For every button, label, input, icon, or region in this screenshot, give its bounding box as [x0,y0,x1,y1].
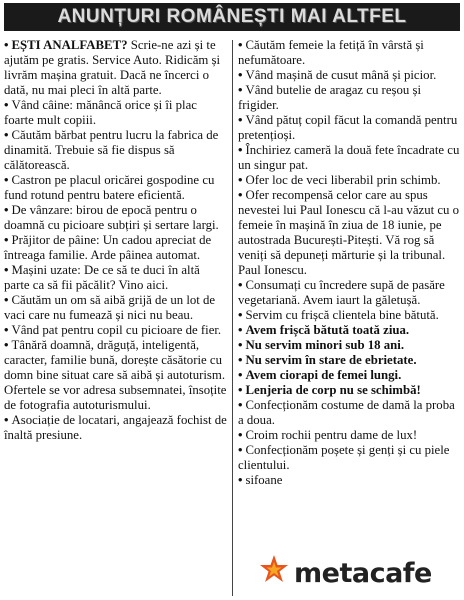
ad-text: Închiriez cameră la două fete încadrate cu un singur pat. [238,143,460,172]
ad-item [238,443,462,473]
bullet-icon: • [4,338,9,352]
bullet-icon: • [238,443,243,457]
bullet-icon: • [238,383,243,397]
bullet-icon: • [238,323,243,337]
bullet-icon: • [4,293,9,307]
ad-item [238,323,462,338]
bullet-icon: • [4,323,9,337]
metacafe-logo [256,554,464,598]
bullet-icon: • [238,188,243,202]
ad-text: Castron pe placul oricărei gospodine cu fund rotund pentru batere eficientă. [4,173,215,202]
ad-text: Vând pătuț copil făcut la comandă pentru pretențioși. [238,113,458,142]
ad-item [4,338,228,413]
ad-text: Confecționăm costume de damă la proba a doua. [238,398,455,427]
column-divider [232,40,233,596]
ad-text: Căutăm bărbat pentru lucru la fabrica de dinamită. Trebuie să fie dispus să călătorească. [4,128,219,172]
ad-item [4,98,228,128]
bullet-icon: • [238,83,243,97]
ad-text: Confecționăm poșete și genți și cu piele clientului. [238,443,450,472]
bullet-icon: • [4,38,9,52]
bullet-icon: • [238,428,243,442]
ad-text: Consumați cu încredere supă de pasăre vegetariană. Avem iaurt la găletușă. [238,278,445,307]
ad-text: Avem frișcă bătută toată ziua. [245,323,410,337]
ad-text: Mașini uzate: De ce să te duci în altă parte ca să fii păcălit? Vino aici. [4,263,200,292]
ad-item [238,68,462,83]
ad-text: Nu servim minori sub 18 ani. [245,338,405,352]
ad-item [238,353,462,368]
bullet-icon: • [4,98,9,112]
ad-item [238,188,462,278]
bullet-icon: • [4,128,9,142]
ad-text: Prăjitor de pâine: Un cadou apreciat de întreaga familie. Arde pâinea automat. [4,233,212,262]
ad-item [238,173,462,188]
ad-item [238,398,462,428]
bullet-icon: • [4,413,9,427]
ad-item [238,38,462,68]
ad-text: Vând mașină de cusut mână și picior. [245,68,437,82]
bullet-icon: • [238,113,243,127]
ad-text: sifoane [245,473,283,487]
ad-text: Lenjeria de corp nu se schimbă! [245,383,421,397]
ad-text: Tânără doamnă, drăguță, inteligentă, caracter, familie bună, dorește căsătorie cu domn bine situat care să aibă și autoturism. Ofertele se vor adresa subsemnatei, însoțite de fotografia autoturismului. [4,338,227,412]
ad-item [4,263,228,293]
ad-text: Servim cu frișcă clientela bine bătută. [245,308,439,322]
ad-item [238,473,462,488]
bullet-icon: • [238,338,243,352]
ad-text: Vând butelie de aragaz cu reșou și frigider. [238,83,422,112]
ad-text: Croim rochii pentru dame de lux! [245,428,418,442]
ad-item [4,413,228,443]
bullet-icon: • [4,173,9,187]
bullet-icon: • [238,68,243,82]
ad-item [4,128,228,173]
ad-item [4,233,228,263]
ad-item [238,368,462,383]
ad-text: Nu servim în stare de ebrietate. [245,353,417,367]
ad-item [238,113,462,143]
bullet-icon: • [4,233,9,247]
ad-text: Asociație de locatari, angajează fochist de înaltă presiune. [4,413,227,442]
logo-wordmark: metacafe [294,558,432,589]
ad-item [4,203,228,233]
ad-item [238,83,462,113]
ad-text: Căutăm un om să aibă grijă de un lot de vaci care nu fumează și nici nu beau. [4,293,216,322]
ad-item [238,428,462,443]
bullet-icon: • [238,368,243,382]
page-title: ANUNȚURI ROMÂNEȘTI MAI ALTFEL [57,6,407,27]
bullet-icon: • [4,263,9,277]
left-column [4,38,228,443]
bullet-icon: • [238,308,243,322]
bullet-icon: • [238,38,243,52]
ad-item [238,338,462,353]
ad-item [4,38,228,98]
ad-text: De vânzare: birou de epocă pentru o doamnă cu picioare subțiri și sertare largi. [4,203,219,232]
ad-item [4,323,228,338]
right-column [238,38,462,488]
ad-item [238,383,462,398]
ad-text: Vând pat pentru copil cu picioare de fier. [11,323,222,337]
header-banner [4,3,460,31]
ad-item [4,293,228,323]
ad-text: Ofer loc de veci liberabil prin schimb. [245,173,441,187]
ad-text: Avem ciorapi de femei lungi. [245,368,402,382]
bullet-icon: • [4,203,9,217]
ad-text: Scrie-ne azi și te ajutăm pe gratis. Service Auto. Ridicăm și livrăm mașina gratuit. Dacă ne încerci o dată, nu mai pleci în altă parte. [4,38,221,97]
ad-item [238,278,462,308]
ad-item [4,173,228,203]
star-icon [258,554,290,586]
ad-item [238,308,462,323]
ad-lead: EȘTI ANALFABET? [11,38,128,52]
bullet-icon: • [238,173,243,187]
ad-item [238,143,462,173]
bullet-icon: • [238,398,243,412]
bullet-icon: • [238,278,243,292]
ad-text: Ofer recompensă celor care au spus nevestei lui Paul Ionescu că l-au văzut cu o femeie în mașină în ziua de 18 iunie, pe autostrada București-Pitești. Vă rog să veniți să depuneți mărturie și la tribunal. Paul Ionescu. [238,188,460,277]
ad-text: Vând câine: mănâncă orice și îi plac foarte mult copiii. [4,98,197,127]
ad-text: Căutăm femeie la fetiță în vârstă și nefumătoare. [238,38,424,67]
bullet-icon: • [238,353,243,367]
bullet-icon: • [238,143,243,157]
bullet-icon: • [238,473,243,487]
